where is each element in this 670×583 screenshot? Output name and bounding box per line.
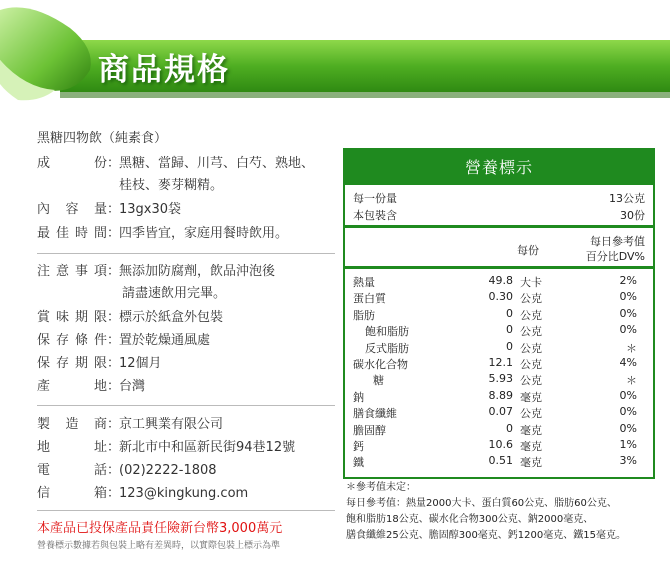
notes-line: 膳食纖維25公克、膽固醇300毫克、鈣1200毫克、鐵15毫克。 — [346, 530, 626, 541]
nutrient-name: 鈣 — [353, 440, 364, 453]
nutrient-amount: 49.8 — [488, 274, 513, 287]
nutrient-dv: 0% — [619, 421, 637, 435]
spec-label: 信箱 — [37, 486, 107, 501]
spec-row-notice: 注意事項 ： 無添加防腐劑，飲品沖泡後 請盡速飲用完畢。 — [37, 261, 275, 305]
serving-size-label: 每一份量 — [353, 192, 397, 205]
nutrient-name: 碳水化合物 — [353, 358, 408, 371]
banner-title: 商品規格 — [98, 52, 230, 88]
nutrient-name: 膳食纖維 — [353, 407, 397, 421]
divider — [37, 405, 335, 406]
spec-label: 地址 — [37, 440, 107, 455]
nutrient-unit: 公克 — [520, 292, 542, 306]
nutrient-unit: 公克 — [520, 308, 542, 322]
nutrient-dv: 1% — [619, 438, 637, 451]
nutrient-name: 鐵 — [353, 456, 364, 470]
nutrient-amount: 0 — [506, 323, 513, 337]
spec-value: 新北市中和區新民街94巷12號 — [119, 440, 296, 455]
label-disclaimer: 營養標示數據若與包裝上略有差異時，以實際包裝上標示為準 — [37, 541, 281, 551]
nutrient-unit: 毫克 — [520, 440, 542, 453]
table-rule — [345, 225, 653, 228]
spec-label: 成份 — [37, 156, 107, 171]
spec-value: 標示於紙盒外包裝 — [119, 310, 224, 325]
spec-row-content: 內容量 ： 13gx30袋 — [37, 199, 181, 221]
col-daily-value-header — [586, 234, 645, 264]
nutrient-name: 糖 — [373, 374, 384, 388]
spec-value: 123@kingkung.com — [119, 486, 249, 501]
dv-header-line: 百分比DV% — [585, 250, 645, 263]
spec-row-storage: 保存條件 ： 置於乾燥通風處 — [37, 330, 210, 352]
divider — [37, 253, 335, 254]
notes-line: 飽和脂肪18公克、碳水化合物300公克、鈉2000毫克、 — [346, 514, 594, 525]
spec-label: 最佳時間 — [37, 226, 107, 241]
spec-value: 請盡速飲用完畢。 — [122, 286, 227, 301]
nutrient-dv: 4% — [619, 356, 637, 369]
nutrient-name: 膽固醇 — [353, 423, 386, 437]
notes-title: ＊參考值未定： — [346, 482, 416, 493]
nutrition-title: 營養標示 — [345, 150, 653, 185]
spec-label: 電話 — [37, 463, 107, 478]
spec-row-best-time: 最佳時間 ： 四季皆宜，家庭用餐時飲用。 — [37, 223, 288, 245]
table-rule — [345, 266, 653, 269]
spec-value: 13gx30袋 — [119, 202, 182, 217]
spec-value: 京工興業有限公司 — [119, 417, 224, 432]
nutrient-dv: 0% — [619, 388, 637, 402]
nutrient-amount: 0 — [506, 421, 513, 435]
spec-value: 台灣 — [119, 379, 146, 394]
spec-value: 黑糖、當歸、川芎、白芍、熟地、 — [119, 156, 315, 171]
spec-label: 注意事項 — [37, 264, 107, 279]
nutrient-amount: 5.93 — [488, 372, 513, 386]
dv-header-line: 每日參考值 — [590, 235, 645, 248]
nutrient-dv: 0% — [619, 323, 637, 337]
nutrition-facts-table — [343, 148, 655, 479]
col-per-serving-header: 每份 — [517, 244, 539, 257]
nutrient-unit: 毫克 — [520, 456, 542, 470]
nutrient-unit: 毫克 — [520, 423, 542, 437]
notes-line: 每日參考值：熱量2000大卡、蛋白質60公克、脂肪60公克、 — [346, 498, 617, 509]
insurance-warning: 本產品已投保產品責任險新台幣3,000萬元 — [37, 521, 283, 536]
spec-label: 賞味期限 — [37, 310, 107, 325]
nutrient-dv: ＊ — [626, 341, 637, 355]
nutrient-unit: 公克 — [520, 325, 542, 339]
servings-per-package-label: 本包裝含 — [353, 209, 397, 222]
spec-label: 製造商 — [37, 417, 107, 432]
nutrient-unit: 公克 — [520, 407, 542, 421]
nutrient-unit: 公克 — [520, 358, 542, 371]
nutrient-name: 鈉 — [353, 390, 364, 404]
nutrient-dv: ＊ — [626, 374, 637, 388]
nutrient-amount: 0 — [506, 339, 513, 353]
nutrient-amount: 0.51 — [488, 454, 513, 468]
servings-per-package-value: 30份 — [620, 209, 645, 222]
nutrient-amount: 0 — [506, 306, 513, 320]
nutrient-amount: 0.30 — [488, 290, 513, 304]
spec-label: 內容量 — [37, 202, 107, 217]
spec-value: 四季皆宜，家庭用餐時飲用。 — [119, 226, 289, 241]
spec-row-email: 信箱 ： 123@kingkung.com — [37, 483, 248, 505]
nutrient-unit: 大卡 — [520, 276, 542, 289]
spec-value: (02)2222-1808 — [119, 463, 217, 478]
nutrient-unit: 公克 — [520, 374, 542, 388]
spec-label: 產地 — [37, 379, 107, 394]
nutrient-name: 反式脂肪 — [365, 341, 409, 355]
divider — [37, 510, 335, 511]
spec-label: 保存條件 — [37, 333, 107, 348]
nutrient-name: 脂肪 — [353, 308, 375, 322]
header-banner — [0, 0, 670, 110]
spec-row-origin: 產地 ： 台灣 — [37, 376, 145, 398]
spec-row-manufacturer: 製造商 ： 京工興業有限公司 — [37, 414, 223, 436]
nutrient-dv: 0% — [619, 306, 637, 320]
spec-row-address: 地址 ： 新北市中和區新民街94巷12號 — [37, 437, 295, 459]
spec-row-ingredients: 成份 ： 黑糖、當歸、川芎、白芍、熟地、 桂枝、麥芽糊精。 — [37, 153, 314, 197]
nutrient-dv: 2% — [619, 274, 637, 287]
nutrient-dv: 3% — [619, 454, 637, 468]
spec-row-expiry-mark: 賞味期限 ： 標示於紙盒外包裝 — [37, 307, 223, 329]
spec-value: 12個月 — [119, 356, 162, 371]
nutrient-dv: 0% — [619, 290, 637, 304]
nutrient-name: 熱量 — [353, 276, 375, 289]
spec-row-shelf-life: 保存期限 ： 12個月 — [37, 353, 162, 375]
nutrient-amount: 0.07 — [488, 405, 513, 419]
nutrient-name: 蛋白質 — [353, 292, 386, 306]
nutrient-unit: 毫克 — [520, 390, 542, 404]
nutrient-name: 飽和脂肪 — [365, 325, 409, 339]
product-name: 黑糖四物飲（純素食） — [37, 131, 168, 146]
spec-row-phone: 電話 ： (02)2222-1808 — [37, 460, 217, 482]
spec-value: 桂枝、麥芽糊精。 — [119, 178, 224, 193]
nutrient-amount: 8.89 — [488, 388, 513, 402]
reference-notes — [346, 480, 666, 544]
nutrient-unit: 公克 — [520, 341, 542, 355]
nutrient-amount: 10.6 — [488, 438, 513, 451]
spec-label: 保存期限 — [37, 356, 107, 371]
nutrient-dv: 0% — [619, 405, 637, 419]
serving-size-value: 13公克 — [609, 192, 645, 205]
nutrient-amount: 12.1 — [488, 356, 513, 369]
spec-value: 置於乾燥通風處 — [119, 333, 211, 348]
spec-value: 無添加防腐劑，飲品沖泡後 — [119, 264, 276, 279]
